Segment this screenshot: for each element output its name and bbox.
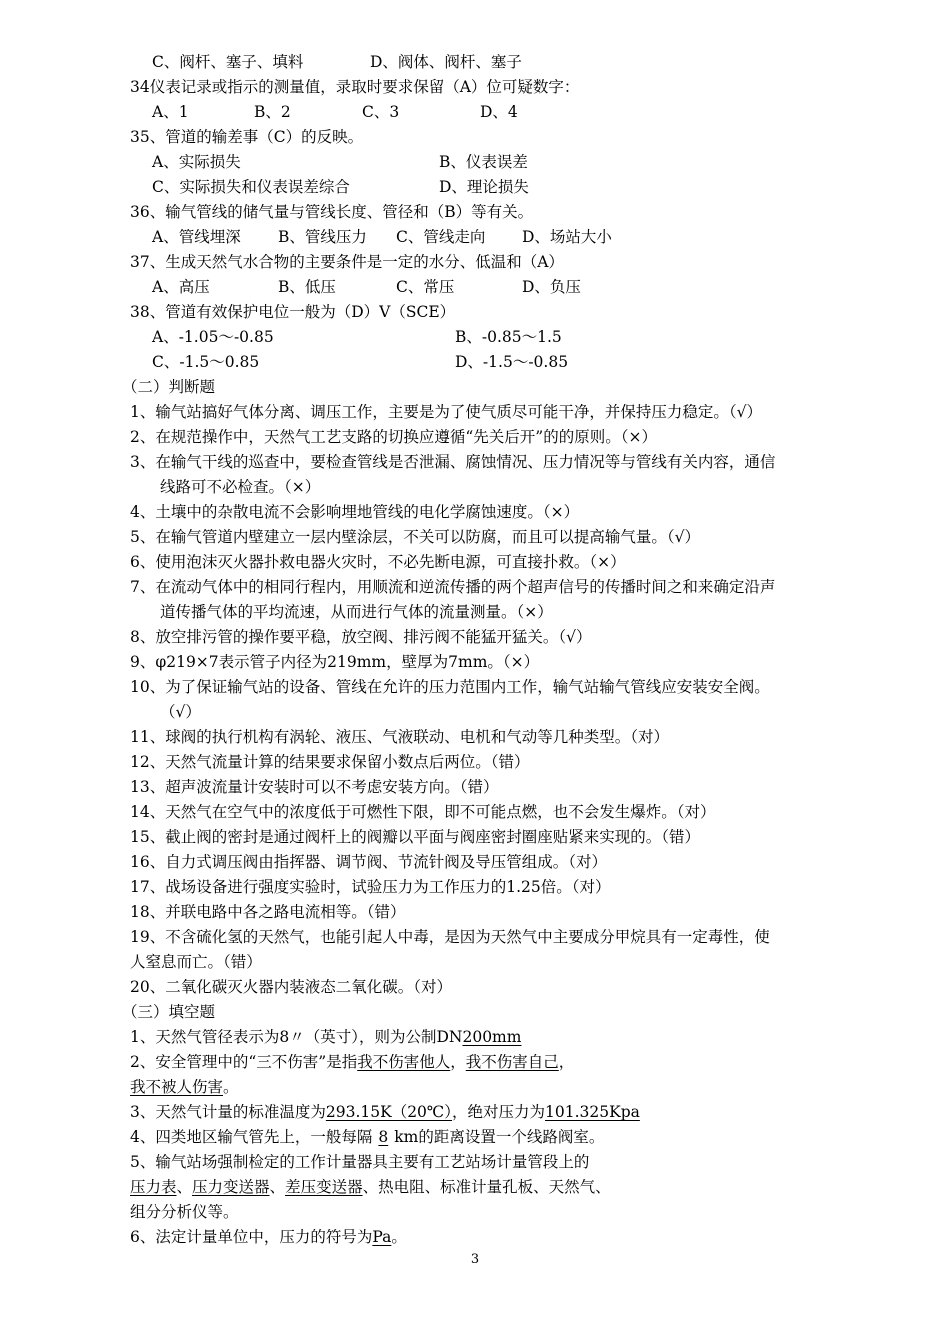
question-text: ，绝对压力为 [452,1103,546,1121]
option-d: D、阀体、阀杆、塞子 [370,53,522,71]
judge-line: 15、截止阀的密封是通过阀杆上的阀瓣以平面与阀座密封圈座贴紧来实现的。（错） [130,828,700,846]
option-a: A、管线埋深 [152,228,241,246]
fill-question-5: 5、输气站场强制检定的工作计量器具主要有工艺站场计量管段上的 [130,1153,590,1171]
answer: 我不被人伤害 [130,1078,224,1096]
q34-options [152,102,840,124]
judge-line: 18、并联电路中各之路电流相等。（错） [130,903,406,921]
question-text: 4、四类地区输气管先上，一般每隔 [130,1128,373,1146]
judge-line: 19、不含硫化氢的天然气，也能引起人中毒，是因为天然气中主要成分甲烷具有一定毒性，使 [130,928,770,946]
judge-line: 8、放空排污管的操作要平稳，放空阀、排污阀不能猛开猛关。（√） [130,628,592,646]
q33-options [152,52,840,74]
option-c: C、管线走向 [396,228,486,246]
judge-line: 5、在输气管道内壁建立一层内壁涂层，不关可以防腐，而且可以提高输气量。（√） [130,528,700,546]
answer: 压力变送器 [192,1178,270,1196]
question-37: 37、生成天然气水合物的主要条件是一定的水分、低温和（A） [130,253,564,271]
option-b: B、-0.85～1.5 [455,328,562,346]
judge-line: 13、超声波流量计安装时可以不考虑安装方向。（错） [130,778,499,796]
judge-line: 17、战场设备进行强度实验时，试验压力为工作压力的1.25倍。（对） [130,878,611,896]
option-c: C、实际损失和仪表误差综合 [152,178,350,196]
fill-question-3 [130,1102,840,1124]
question-text: 、热电阻、标准计量孔板、天然气、 [362,1178,611,1196]
judge-line: 3、在输气干线的巡查中，要检查管线是否泄漏、腐蚀情况、压力情况等与管线有关内容，通信 [130,453,776,471]
option-d: D、4 [480,103,518,121]
judge-line: 9、φ219×7表示管子内径为219mm，壁厚为7mm。（×） [130,653,540,671]
judge-line: 2、在规范操作中，天然气工艺支路的切换应遵循“先关后开”的的原则。（×） [130,428,657,446]
judge-line: 20、二氧化碳灭火器内装液态二氧化碳。（对） [130,978,452,996]
option-c: C、-1.5～0.85 [152,353,260,371]
answer: 我不伤害他人 [357,1053,451,1071]
option-b: B、2 [254,103,291,121]
section-heading-judge: （二）判断题 [122,378,216,396]
option-c: C、阀杆、塞子、填料 [152,53,304,71]
answer: Pa [372,1228,392,1246]
answer: 压力表 [130,1178,177,1196]
judge-line-continued: （√） [160,703,201,721]
judge-line: 16、自力式调压阀由指挥器、调节阀、节流针阀及导压管组成。（对） [130,853,607,871]
answer: 我不伤害自己 [465,1053,559,1071]
q35-options-row1 [152,152,840,174]
separator: ， [450,1053,466,1071]
q35-options-row2 [152,177,840,199]
question-text: 2、安全管理中的“三不伤害”是指 [130,1053,358,1071]
option-d: D、理论损失 [439,178,529,196]
section-heading-fill: （三）填空题 [122,1003,216,1021]
option-a: A、-1.05～-0.85 [152,328,274,346]
separator: ， [558,1053,575,1071]
judge-line: 1、输气站搞好气体分离、调压工作，主要是为了使气质尽可能干净，并保持压力稳定。（√） [130,403,762,421]
page-number: 3 [470,1252,480,1267]
q37-options [152,277,840,299]
judge-line: 4、土壤中的杂散电流不会影响埋地管线的电化学腐蚀速度。（×） [130,503,580,521]
period: 。 [223,1078,239,1096]
option-d: D、场站大小 [522,228,612,246]
question-38: 38、管道有效保护电位一般为（D）V（SCE） [130,303,456,321]
judge-line-continued: 道传播气体的平均流速，从而进行气体的流量测量。（×） [160,603,553,621]
answer: 差压变送器 [285,1178,363,1196]
answer: 8 [378,1128,389,1146]
option-d: D、负压 [522,278,581,296]
option-a: A、1 [152,103,189,121]
question-35: 35、管道的输差事（C）的反映。 [130,128,364,146]
judge-line: 10、为了保证输气站的设备、管线在允许的压力范围内工作，输气站输气管线应安装安全阀。 [130,678,770,696]
answer: 101.325Kpa [545,1103,640,1121]
fill-question-2-continued [130,1077,840,1099]
fill-question-5-continued: 组分分析仪等。 [130,1203,239,1221]
period: 。 [391,1228,407,1246]
option-d: D、-1.5～-0.85 [455,353,569,371]
option-b: B、管线压力 [278,228,367,246]
question-text: 3、天然气计量的标准温度为 [130,1103,326,1121]
option-c: C、3 [362,103,400,121]
judge-line: 11、球阀的执行机构有涡轮、液压、气液联动、电机和气动等几种类型。（对） [130,728,669,746]
question-text: 1、天然气管径表示为8〃（英寸），则为公制DN [130,1028,463,1046]
judge-line-continued: 人窒息而亡。（错） [130,953,262,971]
option-a: A、实际损失 [152,153,241,171]
judge-line-continued: 线路可不必检查。（×） [160,478,321,496]
judge-line: 6、使用泡沫灭火器扑救电器火灾时，不必先断电源，可直接扑救。（×） [130,553,626,571]
question-text: 6、法定计量单位中，压力的符号为 [130,1228,373,1246]
option-b: B、仪表误差 [439,153,528,171]
q36-options [152,227,840,249]
fill-question-5-continued [130,1177,840,1199]
answer: 200mm [462,1028,522,1046]
separator: 、 [269,1178,286,1196]
answer: 293.15K（20℃） [325,1103,453,1121]
fill-question-4 [130,1127,840,1149]
q38-options-row1 [152,327,840,349]
fill-question-1 [130,1027,840,1049]
q38-options-row2 [152,352,840,374]
judge-line: 7、在流动气体中的相同行程内，用顺流和逆流传播的两个超声信号的传播时间之和来确定沿声 [130,578,776,596]
question-34: 34仪表记录或指示的测量值，录取时要求保留（A）位可疑数字： [130,78,580,96]
option-a: A、高压 [152,278,210,296]
option-b: B、低压 [278,278,336,296]
fill-question-2 [130,1052,840,1074]
question-36: 36、输气管线的储气量与管线长度、管径和（B）等有关。 [130,203,534,221]
option-c: C、常压 [396,278,455,296]
judge-line: 14、天然气在空气中的浓度低于可燃性下限，即不可能点燃，也不会发生爆炸。（对） [130,803,716,821]
fill-question-6 [130,1227,840,1249]
separator: 、 [176,1178,193,1196]
question-text: km的距离设置一个线路阀室。 [394,1128,605,1146]
judge-line: 12、天然气流量计算的结果要求保留小数点后两位。（错） [130,753,530,771]
